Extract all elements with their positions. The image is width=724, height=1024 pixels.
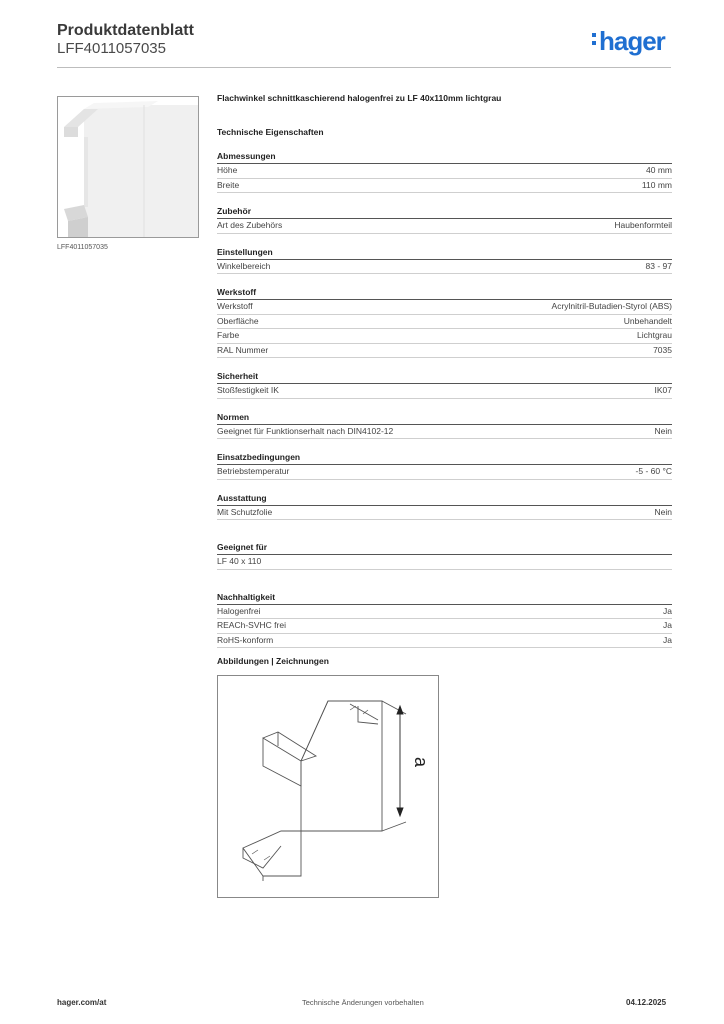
spec-row (217, 619, 672, 634)
spec-section (217, 412, 672, 440)
spec-value: 40 mm (646, 165, 672, 175)
spec-row (217, 260, 672, 275)
spec-value: -5 - 60 °C (635, 466, 672, 476)
spec-row (217, 384, 672, 399)
spec-label: Farbe (217, 330, 240, 340)
spec-label: Stoßfestigkeit IK (217, 385, 279, 395)
spec-value: Ja (663, 620, 672, 630)
spec-label: REACh-SVHC frei (217, 620, 286, 630)
spec-row (217, 506, 672, 521)
spec-label: Höhe (217, 165, 238, 175)
spec-row (217, 465, 672, 480)
technical-drawing (217, 675, 439, 898)
section-title: Geeignet für (217, 542, 672, 555)
product-thumbnail (57, 96, 199, 238)
section-title: Einstellungen (217, 247, 672, 260)
dimension-label: a (411, 756, 431, 768)
section-title: Nachhaltigkeit (217, 592, 672, 605)
spec-value: Haubenformteil (614, 220, 672, 230)
footer-website[interactable]: hager.com/at (57, 998, 107, 1007)
spec-section (217, 452, 672, 480)
section-title: Zubehör (217, 206, 672, 219)
spec-value: Acrylnitril-Butadien-Styrol (ABS) (551, 301, 672, 311)
product-code: LFF4011057035 (57, 40, 166, 57)
spec-row (217, 219, 672, 234)
spec-row (217, 555, 672, 570)
section-title: Sicherheit (217, 371, 672, 384)
section-nachhaltigkeit (217, 592, 672, 649)
hager-logo[interactable] (592, 26, 665, 57)
spec-value: Nein (654, 425, 672, 436)
spec-sections (217, 151, 672, 520)
section-title: Normen (217, 412, 672, 425)
spec-label: Oberfläche (217, 315, 259, 326)
spec-value: IK07 (654, 385, 672, 395)
spec-label: Halogenfrei (217, 605, 261, 616)
spec-label: Mit Schutzfolie (217, 506, 273, 517)
spec-section (217, 493, 672, 521)
section-geeignet (217, 542, 672, 570)
spec-panel (217, 93, 672, 648)
spec-row (217, 634, 672, 649)
spec-label: RoHS-konform (217, 634, 274, 645)
spec-row (217, 425, 672, 440)
section-title: Einsatzbedingungen (217, 452, 672, 465)
spec-label: RAL Nummer (217, 344, 269, 355)
page-title: Produktdatenblatt (57, 22, 194, 39)
product-title: Flachwinkel schnittkaschierend halogenfrei zu LF 40x110mm lichtgrau (217, 93, 502, 103)
spec-row (217, 300, 672, 315)
spec-row (217, 164, 672, 179)
spec-value: Nein (654, 506, 672, 517)
spec-value: 7035 (653, 344, 672, 355)
spec-label: Geeignet für Funktionserhalt nach DIN4102-12 (217, 425, 394, 436)
footer-note: Technische Änderungen vorbehalten (302, 998, 424, 1007)
spec-value: Ja (663, 634, 672, 645)
spec-row (217, 329, 672, 344)
section-title: Ausstattung (217, 493, 672, 506)
spec-row (217, 605, 672, 620)
spec-section (217, 151, 672, 193)
footer-date: 04.12.2025 (626, 998, 667, 1007)
spec-label: Art des Zubehörs (217, 220, 283, 230)
spec-label: LF 40 x 110 (217, 556, 262, 566)
spec-value: Ja (663, 605, 672, 616)
tech-heading: Technische Eigenschaften (217, 127, 324, 137)
logo-text: hager (599, 26, 665, 56)
section-title: Werkstoff (217, 287, 672, 300)
spec-section (217, 247, 672, 275)
spec-label: Werkstoff (217, 301, 253, 311)
spec-label: Breite (217, 179, 240, 190)
spec-value: Lichtgrau (637, 330, 672, 340)
spec-label: Winkelbereich (217, 260, 271, 271)
spec-value: 83 - 97 (645, 260, 672, 271)
header-divider (57, 67, 671, 68)
spec-row (217, 179, 672, 194)
spec-section (217, 371, 672, 399)
spec-value: 110 mm (641, 179, 672, 190)
section-title: Abmessungen (217, 151, 672, 164)
spec-section (217, 206, 672, 234)
thumbnail-caption: LFF4011057035 (57, 244, 108, 251)
spec-value: Unbehandelt (623, 315, 672, 326)
drawings-heading: Abbildungen | Zeichnungen (217, 656, 329, 666)
spec-label: Betriebstemperatur (217, 466, 290, 476)
spec-row (217, 344, 672, 359)
spec-row (217, 315, 672, 330)
spec-section (217, 287, 672, 358)
